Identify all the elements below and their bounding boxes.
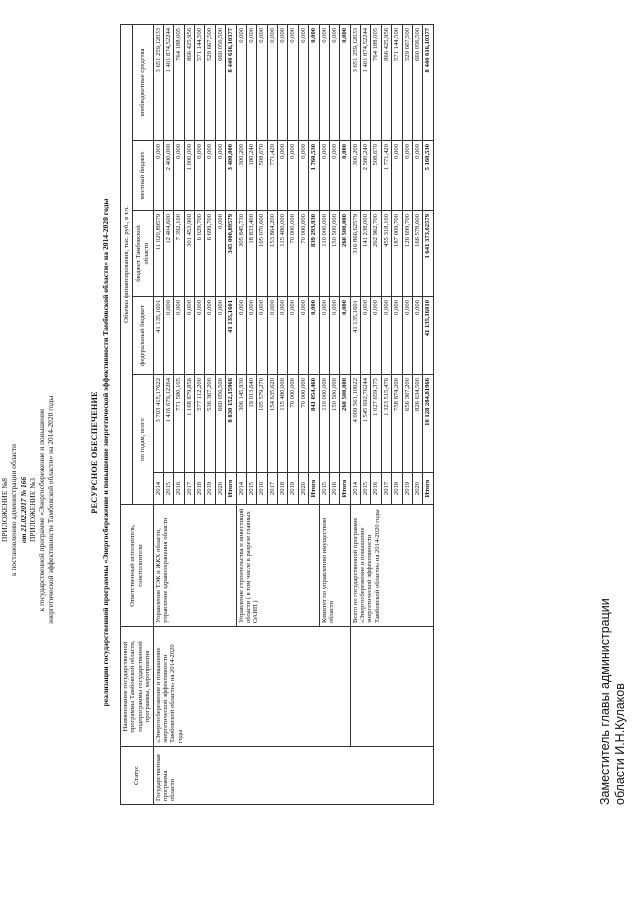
- amount-cell: 660 056,500: [412, 24, 422, 140]
- amount-cell: 529 667,500: [402, 24, 412, 140]
- appendix-ref-3: энергетической эффективности Тамбовской области» на 2014-2020 годы: [46, 395, 56, 625]
- amount-cell: 0,000: [174, 141, 184, 211]
- amount-cell: 305 845,730: [236, 211, 246, 297]
- amount-cell: 771 580,105: [174, 375, 184, 473]
- amount-cell: 0,000: [236, 24, 246, 140]
- table-row: [350, 24, 360, 804]
- amount-cell: 11 020,89579: [153, 211, 163, 297]
- amount-cell: 70 000,000: [298, 375, 308, 473]
- amount-cell: 154 635,620: [267, 375, 277, 473]
- amount-cell: 0,000: [215, 141, 225, 211]
- amount-cell: 841 054,460: [309, 375, 319, 473]
- amount-cell: 0,000: [309, 24, 319, 140]
- amount-cell: 0,000: [215, 297, 225, 375]
- amount-cell: 508,670: [371, 141, 381, 211]
- amount-cell: 41 135,1601: [153, 297, 163, 375]
- amount-cell: 758 874,200: [392, 375, 402, 473]
- year-cell: 2014: [236, 473, 246, 505]
- amount-cell: 0,000: [329, 141, 339, 211]
- grand-blank-cell: [350, 627, 433, 747]
- amount-cell: 166 578,000: [412, 211, 422, 297]
- amount-cell: 1 771,420: [381, 141, 391, 211]
- amount-cell: 0,000: [174, 297, 184, 375]
- year-cell: 2015: [319, 473, 329, 505]
- amount-cell: 0,000: [329, 24, 339, 140]
- amount-cell: 187 009,700: [392, 211, 402, 297]
- program-name-cell: «Энергосбережение и повышение энергетической эффективности Тамбовской области» на 2014-2020 годы: [153, 627, 350, 747]
- year-cell: 2020: [215, 473, 225, 505]
- amount-cell: 316 866,62579: [350, 211, 360, 297]
- amount-cell: 41 135,1601: [350, 297, 360, 375]
- amount-cell: 0,000: [298, 141, 308, 211]
- amount-cell: 508,670: [257, 141, 267, 211]
- amount-cell: 0,000: [392, 141, 402, 211]
- amount-cell: 0,000: [205, 297, 215, 375]
- amount-cell: 0,000: [246, 24, 256, 140]
- amount-cell: 260 500,000: [340, 375, 350, 473]
- table-row: [153, 24, 163, 804]
- amount-cell: 8 830 152,15966: [226, 375, 236, 473]
- amount-cell: 260 500,000: [340, 211, 350, 297]
- amount-cell: 3 703 415,17622: [153, 375, 163, 473]
- amount-cell: 8 440 616,10377: [423, 24, 433, 140]
- amount-cell: 529 667,500: [205, 24, 215, 140]
- amount-cell: 455 318,100: [381, 211, 391, 297]
- amount-cell: 306 145,930: [236, 375, 246, 473]
- amount-cell: 4 009 561,10622: [350, 375, 360, 473]
- year-cell: 2014: [350, 473, 360, 505]
- amount-cell: 0,000: [257, 24, 267, 140]
- amount-cell: 0,000: [195, 141, 205, 211]
- year-cell: Итого: [423, 473, 433, 505]
- col-federal: федеральный бюджет: [132, 297, 153, 375]
- amount-cell: 0,000: [340, 141, 350, 211]
- col-name: Наименование государственной программы Тамбовской области, подпрограммы государственной программы, мероприятия: [121, 627, 154, 747]
- amount-cell: 0,000: [184, 297, 194, 375]
- amount-cell: 0,000: [319, 141, 329, 211]
- amount-cell: 0,000: [246, 297, 256, 375]
- amount-cell: 41 135,1601: [226, 297, 236, 375]
- amount-cell: 3 651 259,12033: [153, 24, 163, 140]
- year-cell: Итого: [226, 473, 236, 505]
- amount-cell: 0,000: [319, 297, 329, 375]
- amount-cell: 150 500,000: [329, 211, 339, 297]
- col-local: местный бюджет: [132, 141, 153, 211]
- amount-cell: 0,000: [153, 141, 163, 211]
- year-cell: 2019: [205, 473, 215, 505]
- amount-cell: 0,000: [412, 297, 422, 375]
- amount-cell: 345 000,89579: [226, 211, 236, 297]
- amount-cell: 536 367,200: [205, 375, 215, 473]
- amount-cell: 0,000: [163, 297, 173, 375]
- col-status: Статус: [121, 747, 154, 805]
- amount-cell: 577 112,200: [195, 375, 205, 473]
- year-cell: 2018: [392, 473, 402, 505]
- amount-cell: 150 500,000: [329, 375, 339, 473]
- amount-cell: 0,000: [288, 24, 298, 140]
- status-cell: Государственная программа области: [153, 747, 433, 805]
- amount-cell: 0,000: [278, 141, 288, 211]
- amount-cell: 70 000,000: [298, 211, 308, 297]
- amount-cell: 5 160,530: [423, 141, 433, 211]
- amount-cell: 105 579,270: [257, 375, 267, 473]
- amount-cell: 0,000: [215, 211, 225, 297]
- year-cell: 2015: [246, 473, 256, 505]
- amount-cell: 7 392,100: [174, 211, 184, 297]
- amount-cell: 0,000: [392, 297, 402, 375]
- amount-cell: 12 404,600: [163, 211, 173, 297]
- amount-cell: 1 027 659,375: [371, 375, 381, 473]
- year-cell: 2019: [402, 473, 412, 505]
- year-cell: Итого: [309, 473, 319, 505]
- amount-cell: 764 188,005: [371, 24, 381, 140]
- amount-cell: 41 135,16010: [423, 297, 433, 375]
- amount-cell: 0,000: [402, 297, 412, 375]
- year-cell: 2019: [288, 473, 298, 505]
- amount-cell: 2 400,000: [163, 141, 173, 211]
- amount-cell: 180,240: [246, 141, 256, 211]
- amount-cell: 126 699,700: [402, 211, 412, 297]
- year-cell: 2016: [257, 473, 267, 505]
- amount-cell: 3 400,000: [226, 141, 236, 211]
- table-body: [153, 24, 433, 804]
- appendix-number: ПРИЛОЖЕНИЕ №8: [0, 478, 9, 542]
- amount-cell: 19 013,640: [246, 375, 256, 473]
- signer-title: Заместитель главы администрации: [598, 598, 612, 805]
- amount-cell: 10 128 284,81966: [423, 375, 433, 473]
- amount-cell: 1 760,530: [309, 141, 319, 211]
- year-cell: 2018: [195, 473, 205, 505]
- amount-cell: 660 056,500: [215, 375, 225, 473]
- appendix-number-2: ПРИЛОЖЕНИЕ №3: [27, 478, 37, 542]
- amount-cell: 0,000: [412, 141, 422, 211]
- executor-cell: Комитет по управлению имуществом области: [319, 505, 350, 627]
- amount-cell: 3 651 259,12033: [350, 24, 360, 140]
- amount-cell: 300,200: [350, 141, 360, 211]
- amount-cell: 1 401 874,52244: [361, 24, 371, 140]
- signature-block: [598, 598, 628, 805]
- amount-cell: 1 000,000: [184, 141, 194, 211]
- amount-cell: 866 425,956: [184, 24, 194, 140]
- amount-cell: 0,000: [267, 297, 277, 375]
- amount-cell: 153 864,200: [267, 211, 277, 297]
- year-cell: 2016: [329, 473, 339, 505]
- amount-cell: 571 144,500: [392, 24, 402, 140]
- amount-cell: 0,000: [205, 141, 215, 211]
- document-subtitle: реализации государственной программы «Энергосбережение и повышение энергетической эффективности Тамбовской области» на 2014-2020 годы: [101, 198, 110, 707]
- amount-cell: 0,000: [298, 297, 308, 375]
- executor-cell: Управление строительства и инвестиций области ( в том числе в разрезе главных ОАИП ): [236, 505, 319, 627]
- amount-cell: 8 440 616,10377: [226, 24, 236, 140]
- amount-cell: 18 833,400: [246, 211, 256, 297]
- signer-name: области И.Н.Кулаков: [613, 683, 627, 805]
- amount-cell: 105 070,600: [257, 211, 267, 297]
- amount-cell: 0,000: [257, 297, 267, 375]
- amount-cell: 0,000: [381, 297, 391, 375]
- year-cell: 2016: [371, 473, 381, 505]
- amount-cell: 660 056,500: [215, 24, 225, 140]
- amount-cell: 0,000: [267, 24, 277, 140]
- amount-cell: 0,000: [298, 24, 308, 140]
- amount-cell: 1 545 692,76244: [361, 375, 371, 473]
- amount-cell: 826 634,500: [412, 375, 422, 473]
- year-cell: 2017: [267, 473, 277, 505]
- col-regional: бюджет Тамбовской области: [132, 211, 153, 297]
- amount-cell: 1 401 874,52244: [163, 24, 173, 140]
- year-cell: 2020: [412, 473, 422, 505]
- amount-cell: 1 168 879,856: [184, 375, 194, 473]
- amount-cell: 0,000: [288, 297, 298, 375]
- amount-cell: 70 000,000: [288, 211, 298, 297]
- col-funding: Объемы финансирования, тыс. руб., в т.ч.: [121, 24, 133, 504]
- amount-cell: 0,000: [195, 297, 205, 375]
- amount-cell: 110 000,000: [319, 211, 329, 297]
- decree-date: от 21.02.2017 № 166: [18, 476, 28, 544]
- col-executor: Ответственный исполнитель, соисполнители: [121, 505, 154, 627]
- grand-total-name-cell: Всего по государственной программе «Энергосбережение и повышение энергетической эффективности Тамбовской области» на 2014-2020 годы: [350, 505, 433, 627]
- amount-cell: 764 188,005: [174, 24, 184, 140]
- amount-cell: 2 580,240: [361, 141, 371, 211]
- amount-cell: 0,000: [371, 297, 381, 375]
- amount-cell: 110 000,000: [319, 375, 329, 473]
- year-cell: 2015: [361, 473, 371, 505]
- amount-cell: 0,000: [309, 297, 319, 375]
- executor-cell: Управление ТЭК и ЖКХ области, управление здравоохранения области: [153, 505, 236, 627]
- amount-cell: 0,000: [278, 297, 288, 375]
- year-cell: 2020: [298, 473, 308, 505]
- amount-cell: 301 453,900: [184, 211, 194, 297]
- amount-cell: 0,000: [340, 24, 350, 140]
- col-by-year: по годам, всего: [132, 375, 153, 505]
- resource-table: [120, 24, 434, 805]
- document-title: РЕСУРСНОЕ ОБЕСПЕЧЕНИЕ: [90, 391, 99, 514]
- amount-cell: 0,000: [236, 297, 246, 375]
- amount-cell: 0,000: [329, 297, 339, 375]
- year-cell: 2015: [163, 473, 173, 505]
- amount-cell: 656 367,200: [402, 375, 412, 473]
- amount-cell: 0,000: [402, 141, 412, 211]
- amount-cell: 771,420: [267, 141, 277, 211]
- year-cell: Итого: [340, 473, 350, 505]
- year-cell: 2016: [174, 473, 184, 505]
- amount-cell: 839 293,930: [309, 211, 319, 297]
- amount-cell: 70 000,000: [288, 375, 298, 473]
- amount-cell: 300,200: [236, 141, 246, 211]
- amount-cell: 1 416 679,12264: [163, 375, 173, 473]
- amount-cell: 0,000: [340, 297, 350, 375]
- amount-cell: 1 641 373,02579: [423, 211, 433, 297]
- amount-cell: 0,000: [319, 24, 329, 140]
- year-cell: 2014: [153, 473, 163, 505]
- amount-cell: 571 144,500: [195, 24, 205, 140]
- amount-cell: 0,000: [361, 297, 371, 375]
- amount-cell: 0,000: [278, 24, 288, 140]
- appendix-header: [0, 300, 56, 720]
- year-cell: 2017: [184, 473, 194, 505]
- amount-cell: 6 699,700: [205, 211, 215, 297]
- appendix-ref: к постановлению администрации области: [9, 443, 19, 577]
- year-cell: 2018: [278, 473, 288, 505]
- amount-cell: 866 425,956: [381, 24, 391, 140]
- col-offbudget: внебюджетные средства: [132, 24, 153, 140]
- amount-cell: 115 480,000: [278, 375, 288, 473]
- appendix-ref-2: к государственной программе «Энергосбережение и повышение: [37, 408, 46, 612]
- amount-cell: 141 238,000: [361, 211, 371, 297]
- year-cell: 2017: [381, 473, 391, 505]
- amount-cell: 0,000: [288, 141, 298, 211]
- amount-cell: 1 323 515,476: [381, 375, 391, 473]
- amount-cell: 115 480,000: [278, 211, 288, 297]
- amount-cell: 262 962,700: [371, 211, 381, 297]
- amount-cell: 6 029,700: [195, 211, 205, 297]
